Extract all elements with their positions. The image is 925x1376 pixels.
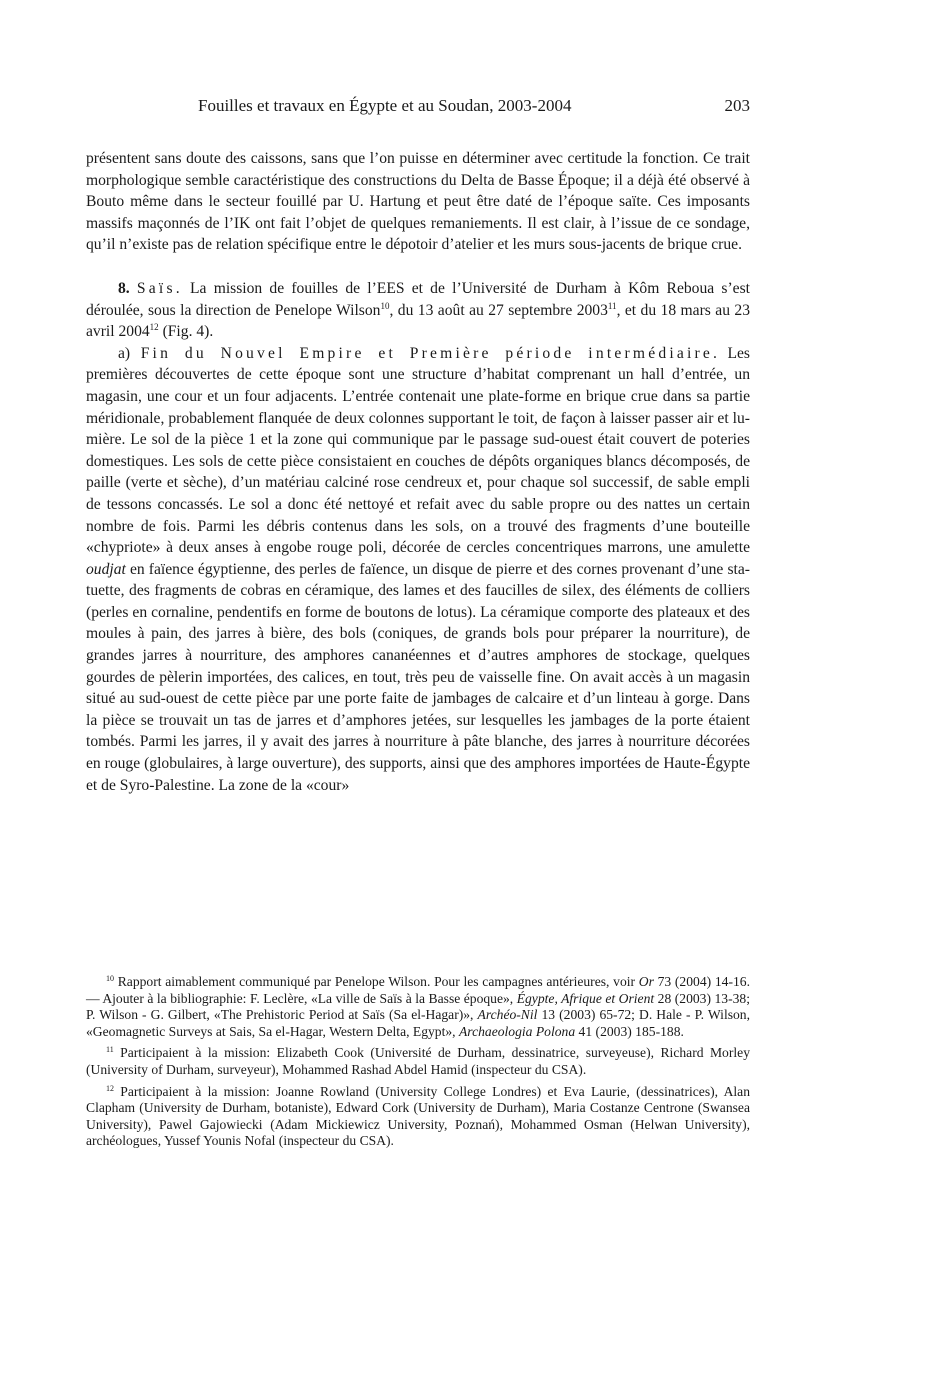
running-title: Fouilles et travaux en Égypte et au Soudan, 2003-2004 (198, 96, 572, 115)
footnote-10-text-5: 41 (2003) 185-188. (575, 1023, 684, 1039)
section-text-c: , et du 18 mars au 23 avril 2004 (86, 301, 750, 341)
footnote-12-text: Participaient à la mission: Joanne Rowland (University College Londres) et Eva Laurie, (dessinatrices), Alan Clapham (University de Durham, botaniste), Edward Cork (University de Durham), Maria Costanze Centrone (Swansea University), Pawel Gajowiecki (Adam Mickiewicz University, Poznań), Mohammed Osman (Helwan University), archéologues, Yussef Younis Nofal (inspecteur du CSA). (86, 1083, 750, 1149)
footnote-ref-12[interactable]: 12 (149, 322, 159, 333)
footnote-10 (86, 974, 750, 1040)
section-number: 8. (118, 279, 130, 297)
footnotes (86, 974, 750, 1155)
page-header (86, 96, 750, 120)
footnote-12 (86, 1084, 750, 1150)
page-number: 203 (724, 96, 750, 115)
footnote-ref-10[interactable]: 10 (380, 300, 390, 311)
footnote-11-text: Participaient à la mission: Elizabeth Cook (Université de Durham, dessinatrice, surveyeuse), Richard Morley (University of Durham, surveyeur), Mohammed Rashad Abdel Hamid (inspecteur du CSA). (86, 1045, 750, 1077)
italic-term: oudjat (86, 560, 126, 578)
footnote-11 (86, 1045, 750, 1078)
document-page (86, 0, 750, 1376)
footnote-10-italic-2: Égypte, Afrique et Orient (516, 990, 655, 1006)
section-text-b: , du 13 août au 27 septembre 2003 (389, 301, 608, 319)
section-text-a: La mission de fouilles de l’EES et de l’Université de Durham à Kôm Reboua s’est déroulée, sous la direction de Penelope Wilson (86, 279, 750, 319)
footnote-10-italic-4: Archaeologia Polona (458, 1023, 576, 1039)
footnote-mark-11: 11 (106, 1045, 114, 1055)
footnote-10-text-4: 13 (2003) 65-72; D. Hale - P. Wilson, «Geomagnetic Surveys at Sais, Sa el-Hagar, Western Delta, Egypt», (86, 1007, 751, 1039)
section-text-d: (Fig. 4). (158, 323, 214, 341)
footnote-10-text-3: 28 (2003) 13-38; P. Wilson - G. Gilbert, «The Prehistoric Period at Saïs (Sa el-Hagar)», (86, 990, 750, 1023)
subsection-a-paragraph (86, 343, 750, 796)
footnote-10-italic-3: Archéo-Nil (477, 1007, 538, 1023)
section-8-paragraph (86, 278, 750, 343)
footnote-10-italic-1: Or (638, 974, 654, 989)
footnote-mark-10: 10 (106, 974, 114, 983)
subsection-text-1: . Les premières découvertes de cette époque sont une structure d’habitat comprenant un hall d’entrée, un magasin, une cour et un four adjacents. L’entrée contenait une plate-forme en brique crue dans sa partie méridionale, probablement flanquée de deux colonnes supportant le toit, de façon à laisser passer air et lumière. Le sol de la pièce 1 et la zone qui communique par le passage sud-ouest était couvert de poteries domestiques. Les sols de cette pièce consistaient en couches de dépôts organiques blancs décomposés, de paille (verte et sèche), d’un matériau calciné rose cendreux et, pour chaque sol successif, de sable empli de tessons concassés. Le sol a donc été nettoyé et refait avec du sable propre ou des nattes un certain nombre de fois. Parmi les débris contenus dans les sols, on a trouvé des fragments d’une bouteille «chypriote» à deux anses à engobe rouge poli, décorée de cercles concentriques marrons, une amulette (86, 344, 751, 557)
section-place: Saïs. (136, 279, 183, 297)
subsection-text-2: en faïence égyptienne, des perles de faïence, un disque de pierre et des cornes provenant d’une statuette, des fragments de cobras en céramique, des lames et des faucilles de silex, des éléments de colliers (perles en cornaline, pendentifs en forme de boutons de lotus). La céramique comporte des plateaux et des moules à pain, des jarres à bière, des bols (coniques, de grands bols pour préparer la nourriture), de grandes jarres à nourriture, des amphores cananéennes et d’autres amphores de stockage, quelques gourdes de pèlerin importées, des calices, en tout, très peu de vaisselle fine. On avait accès à un magasin situé au sud-ouest de cette pièce par une porte faite de jambages de calcaire et d’un linteau à gorge. Dans la pièce se trouvait un tas de jarres et d’amphores jetées, sur lesquelles les jambages de la porte étaient tombés. Parmi les jarres, il y avait des jarres à nourriture à pâte blanche, des jarres à nourriture décorées en rouge (globulaires, à large ouverture), des supports, ainsi que des amphores importées de Haute-Égypte et de Syro-Palestine. La zone de la «cour» (86, 560, 750, 794)
footnote-10-text-1: Rapport aimablement communiqué par Penelope Wilson. Pour les campagnes antérieures, voir (114, 974, 639, 989)
footnote-10-text-2: 73 (2004) 14-16. — Ajouter à la bibliographie: F. Leclère, «La ville de Saïs à la Basse époque», (86, 974, 750, 1006)
body-text (86, 148, 750, 796)
subsection-heading: Fin du Nouvel Empire et Première période intermédiaire (140, 344, 714, 362)
footnote-ref-11[interactable]: 11 (607, 300, 617, 311)
subsection-label: a) (118, 344, 141, 362)
paragraph-continued: présentent sans doute des caissons, sans que l’on puisse en déterminer avec certitude la fonction. Ce trait morphologique semble caractéristique des constructions du Delta de Basse Époque; il a déjà été observé à Bouto même dans le secteur fouillé par U. Hartung et peut être daté de l’époque saïte. Ces imposants massifs maçonnés de l’IK ont fait l’objet de quelques remaniements. Il est clair, à l’issue de ce sondage, qu’il n’existe pas de relation spécifique entre le dépotoir d’atelier et les murs sous-jacents de brique crue. (86, 150, 750, 254)
footnote-mark-12: 12 (106, 1083, 114, 1093)
